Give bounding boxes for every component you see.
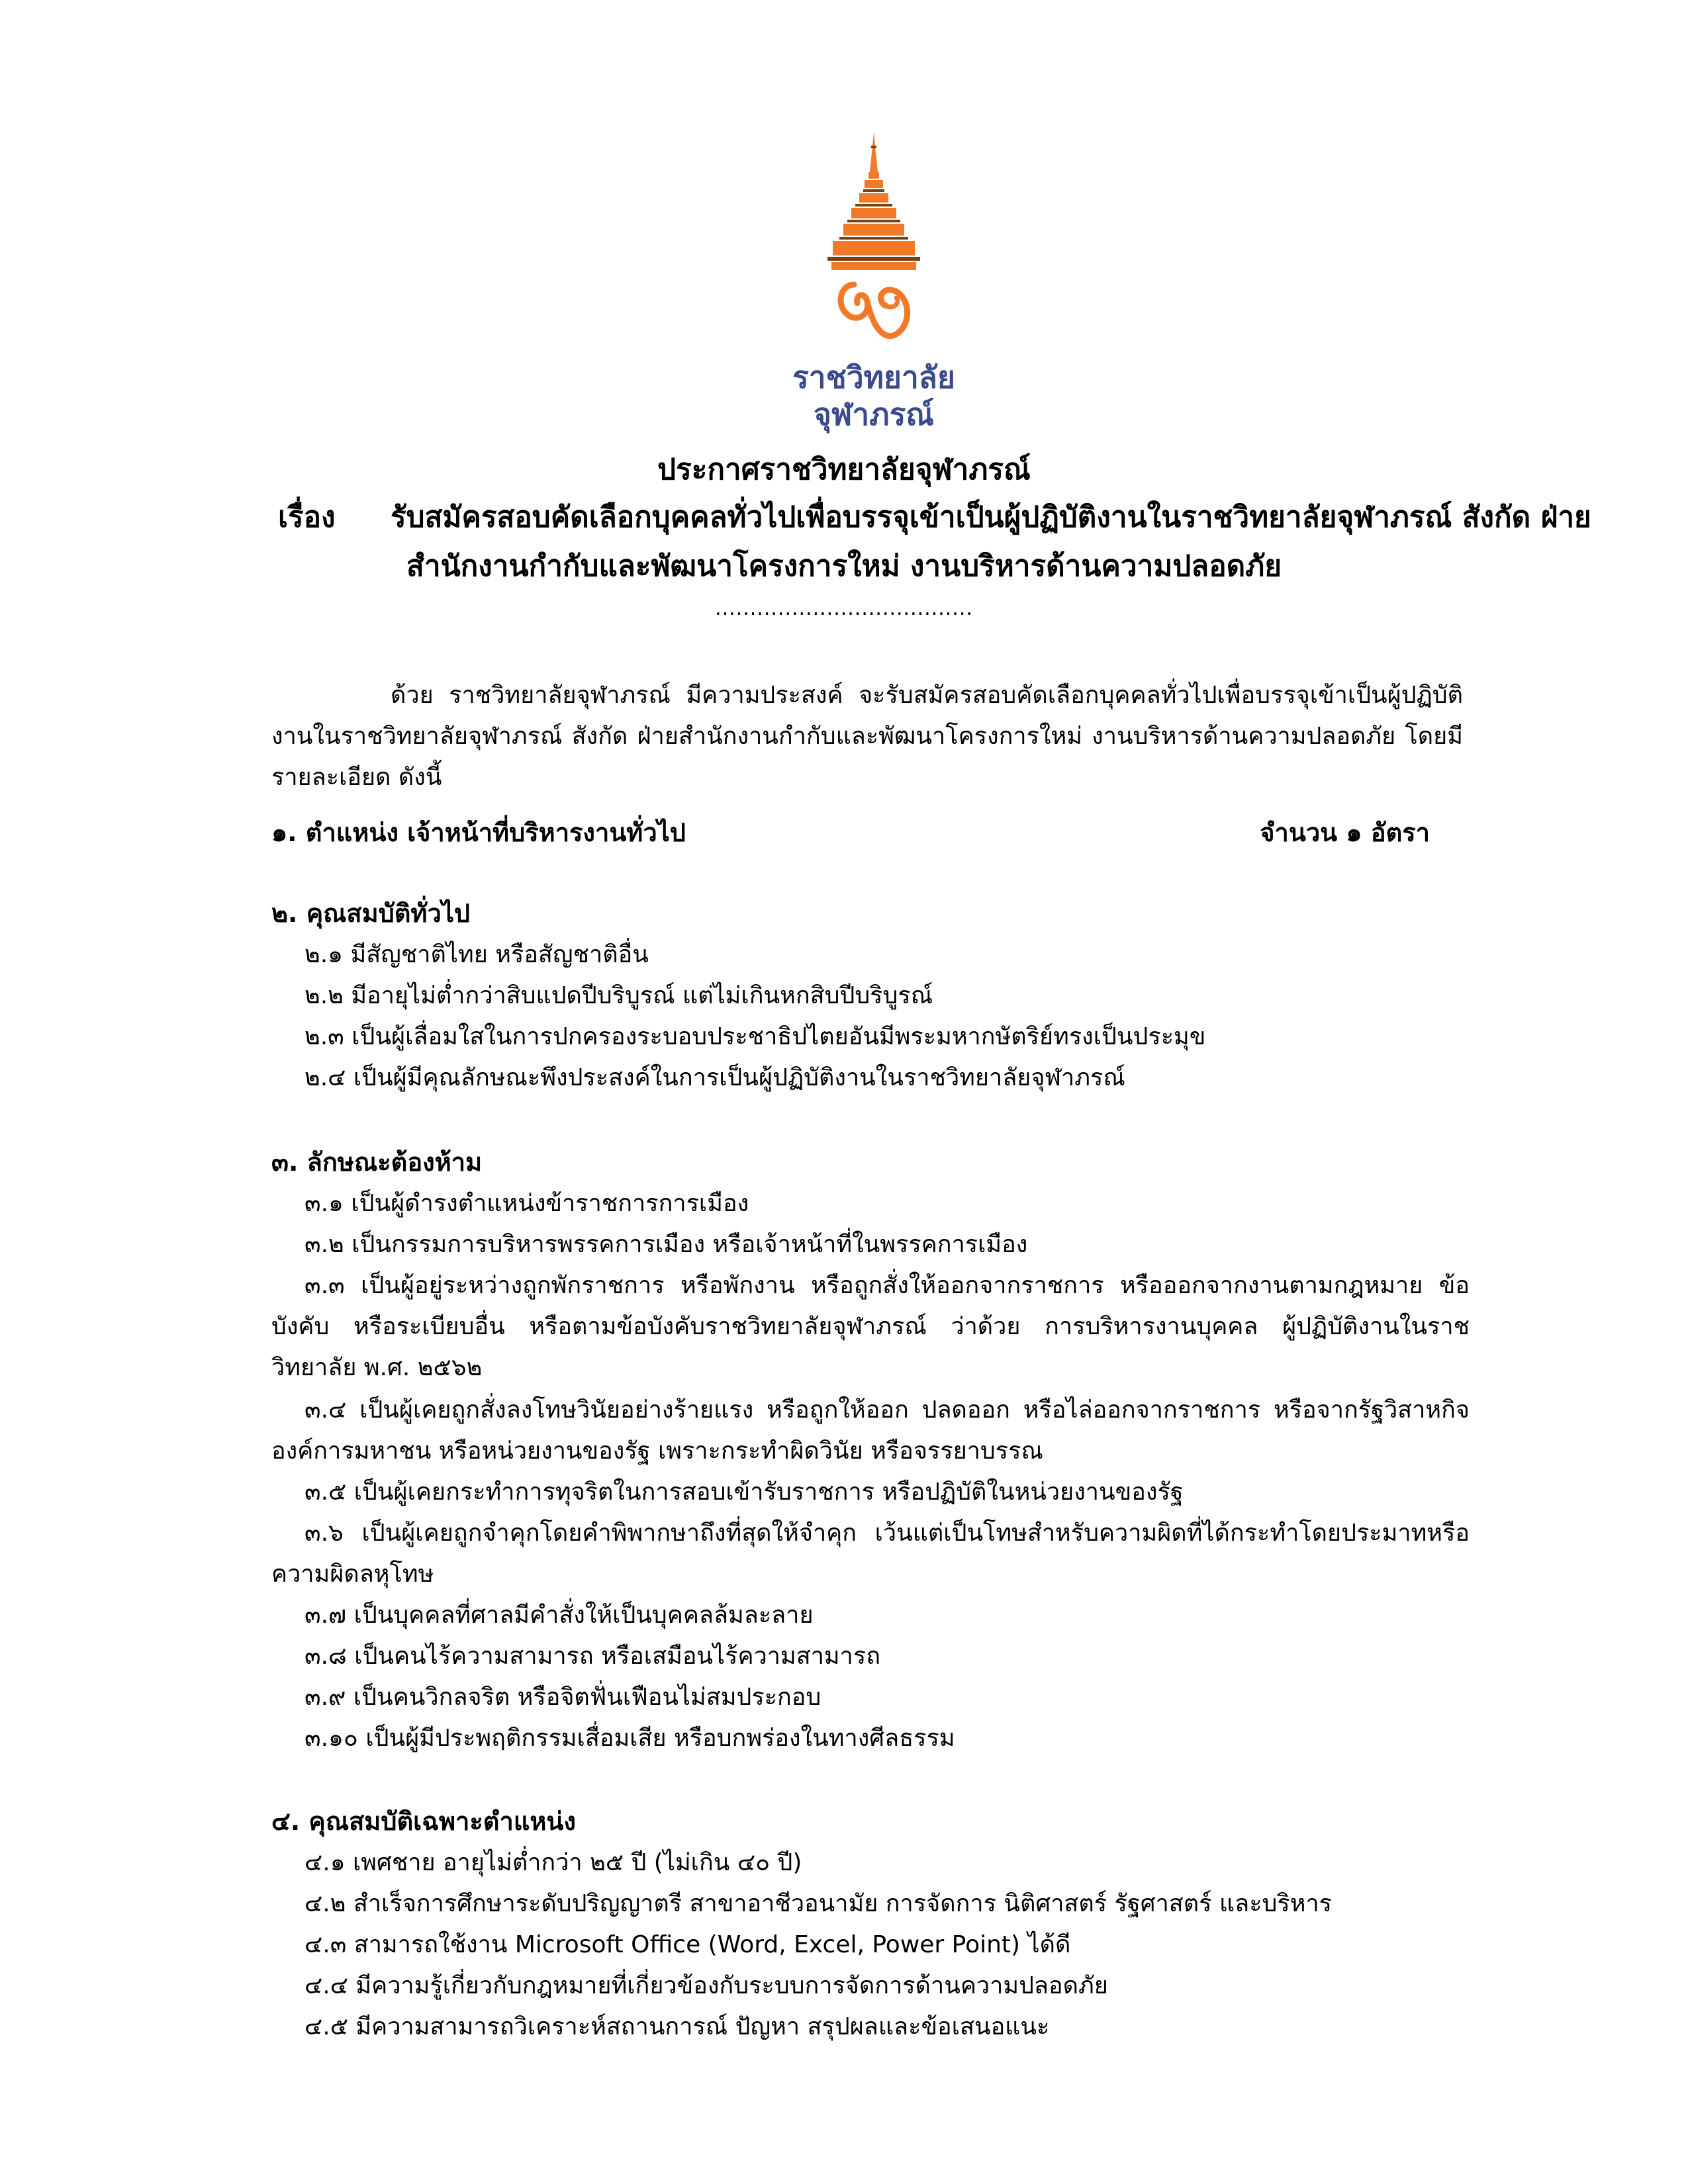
separator: ..................................... [715,597,973,620]
list-item: ๒.๑ มีสัญชาติไทย หรือสัญชาติอื่น [305,941,649,968]
list-item: ๔.๓ สามารถใช้งาน Microsoft Office (Word, Excel, Power Point) ได้ดี [305,1931,1071,1958]
list-item: ๓.๙ เป็นคนวิกลจริต หรือจิตฟั่นเฟือนไม่สมประกอบ [305,1684,821,1711]
section3-heading: ๓. ลักษณะต้องห้าม [271,1148,483,1177]
list-item: ๒.๒ มีอายุไม่ต่ำกว่าสิบแปดปีบริบูรณ์ แต่ไม่เกินหกสิบปีบริบูรณ์ [305,982,933,1009]
list-item: ๓.๒ เป็นกรรมการบริหารพรรคการเมือง หรือเจ้าหน้าที่ในพรรคการเมือง [305,1231,1028,1258]
section2-heading: ๒. คุณสมบัติทั่วไป [271,899,471,928]
list-item: ๔.๒ สำเร็จการศึกษาระดับปริญญาตรี สาขาอาชีวอนามัย การจัดการ นิติศาสตร์ รัฐศาสตร์ และบริหาร [305,1890,1333,1917]
logo-text-line1: ราชวิทยาลัย [792,359,955,395]
list-item: ๓.๓ เป็นผู้อยู่ระหว่างถูกพักราชการ หรือพักงาน หรือถูกสั่งให้ออกจากราชการ หรือออกจากงานตามกฎหมาย ข้อบังคับ หรือระเบียบอื่น หรือตามข้อบังคับราชวิทยาลัยจุฬาภรณ์ ว่าด้วย การบริหารงานบุคคล ผู้ปฏิบัติงานในราชวิทยาลัย พ.ศ. ๒๕๖๒ [271,1272,1470,1381]
list-item: ๔.๕ มีความสามารถวิเคราะห์สถานการณ์ ปัญหา สรุปผลและข้อเสนอแนะ [305,2013,1050,2040]
subject-line1-row [278,498,1591,537]
list-item: ๔.๑ เพศชาย อายุไม่ต่ำกว่า ๒๕ ปี (ไม่เกิน ๔๐ ปี) [305,1849,802,1876]
subject-line2: สำนักงานกำกับและพัฒนาโครงการใหม่ งานบริหารด้านความปลอดภัย [406,549,1282,583]
subject-label: เรื่อง [278,500,336,534]
list-item: ๓.๑๐ เป็นผู้มีประพฤติกรรมเสื่อมเสีย หรือบกพร่องในทางศีลธรรม [305,1725,955,1752]
list-item: ๓.๑ เป็นผู้ดำรงตำแหน่งข้าราชการการเมือง [305,1190,749,1217]
list-item: ๒.๔ เป็นผู้มีคุณลักษณะพึงประสงค์ในการเป็นผู้ปฏิบัติงานในราชวิทยาลัยจุฬาภรณ์ [305,1064,1125,1091]
section1-heading: ๑. ตำแหน่ง เจ้าหน้าที่บริหารงานทั่วไป [271,818,686,847]
logo-text-line2: จุฬาภรณ์ [814,396,934,432]
list-item: ๓.๔ เป็นผู้เคยถูกสั่งลงโทษวินัยอย่างร้ายแรง หรือถูกให้ออก ปลดออก หรือไล่ออกจากราชการ หรือจากรัฐวิสาหกิจ องค์การมหาชน หรือหน่วยงานของรัฐ เพราะกระทำผิดวินัย หรือจรรยาบรรณ [271,1396,1470,1465]
subject-line1: รับสมัครสอบคัดเลือกบุคคลทั่วไปเพื่อบรรจุเข้าเป็นผู้ปฏิบัติงานในราชวิทยาลัยจุฬาภรณ์ สังกัด ฝ่าย [391,500,1591,534]
announcement-title: ประกาศราชวิทยาลัยจุฬาภรณ์ [657,453,1031,486]
list-item: ๓.๗ เป็นบุคคลที่ศาลมีคำสั่งให้เป็นบุคคลล้มละลาย [305,1602,814,1629]
college-logo [788,132,960,432]
list-item: ๓.๘ เป็นคนไร้ความสามารถ หรือเสมือนไร้ความสามารถ [305,1643,880,1670]
list-item: ๔.๔ มีความรู้เกี่ยวกับกฎหมายที่เกี่ยวข้องกับระบบการจัดการด้านความปลอดภัย [305,1972,1108,1999]
list-item: ๓.๖ เป็นผู้เคยถูกจำคุกโดยคำพิพากษาถึงที่สุดให้จำคุก เว้นแต่เป็นโทษสำหรับความผิดที่ได้กระทำโดยประมาทหรือ ความผิดลหุโทษ [271,1520,1470,1588]
section4-heading: ๔. คุณสมบัติเฉพาะตำแหน่ง [271,1807,576,1836]
section1-row [271,813,1470,852]
section1-count: จำนวน ๑ อัตรา [1260,818,1430,847]
list-item: ๓.๕ เป็นผู้เคยกระทำการทุจริตในการสอบเข้ารับราชการ หรือปฏิบัติในหน่วยงานของรัฐ [305,1479,1184,1506]
intro-paragraph: ด้วย ราชวิทยาลัยจุฬาภรณ์ มีความประสงค์ จะรับสมัครสอบคัดเลือกบุคคลทั่วไปเพื่อบรรจุเข้าเป็นผู้ปฏิบัติงานในราชวิทยาลัยจุฬาภรณ์ สังกัด ฝ่ายสำนักงานกำกับและพัฒนาโครงการใหม่ งานบริหารด้านความปลอดภัย โดยมีรายละเอียด ดังนี้ [271,682,1463,791]
crown-emblem-icon [821,132,927,357]
list-item: ๒.๓ เป็นผู้เลื่อมใสในการปกครองระบอบประชาธิปไตยอันมีพระมหากษัตริย์ทรงเป็นประมุข [305,1023,1206,1050]
